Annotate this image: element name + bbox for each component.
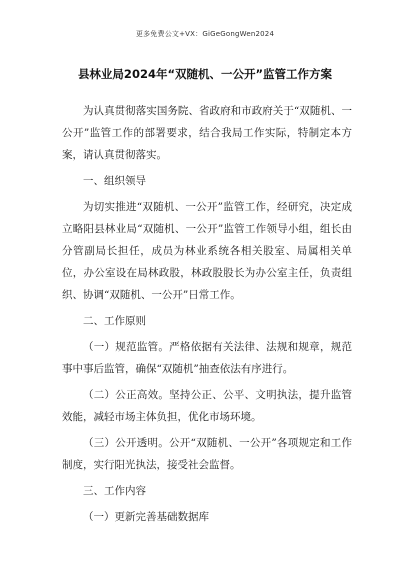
document-title: 县林业局2024年“双随机、一公开”监管工作方案 [77, 67, 333, 81]
principle-paragraph: （二）公正高效。坚持公正、公平、文明执法，提升监管效能，减轻市场主体负担，优化市场环境。 [62, 389, 352, 423]
document-body [62, 100, 352, 532]
organization-paragraph: 为切实推进“双随机、一公开”监管工作，经研究，决定成立略阳县林业局“双随机、一公开”监管工作领导小组，组长由分管副局长担任，成员为林业系统各相关股室、局属相关单位，办公室设在局林政股，林政股股长为办公室主任，负责组织、协调“双随机、一公开”日常工作。 [62, 201, 352, 301]
section-heading-content: 三、工作内容 [83, 485, 146, 497]
principle-paragraph: （三）公开透明。公开“双随机、一公开”各项规定和工作制度，实行阳光执法，接受社会监督。 [62, 437, 352, 471]
section-heading-principles: 二、工作原则 [83, 315, 146, 327]
intro-paragraph: 为认真贯彻落实国务院、省政府和市政府关于“双随机、一公开”监管工作的部署要求，结合我局工作实际，特制定本方案，请认真贯彻落实。 [62, 105, 352, 161]
watermark-text: 更多免费公文+VX：GiGeGongWen2024 [135, 30, 275, 38]
section-heading-organization: 一、组织领导 [83, 175, 146, 187]
principle-paragraph: （一）规范监管。严格依据有关法律、法规和规章，规范事中事后监管，确保“双随机”抽查依法有序进行。 [62, 341, 352, 375]
subsection-heading: （一）更新完善基础数据库 [83, 511, 209, 523]
